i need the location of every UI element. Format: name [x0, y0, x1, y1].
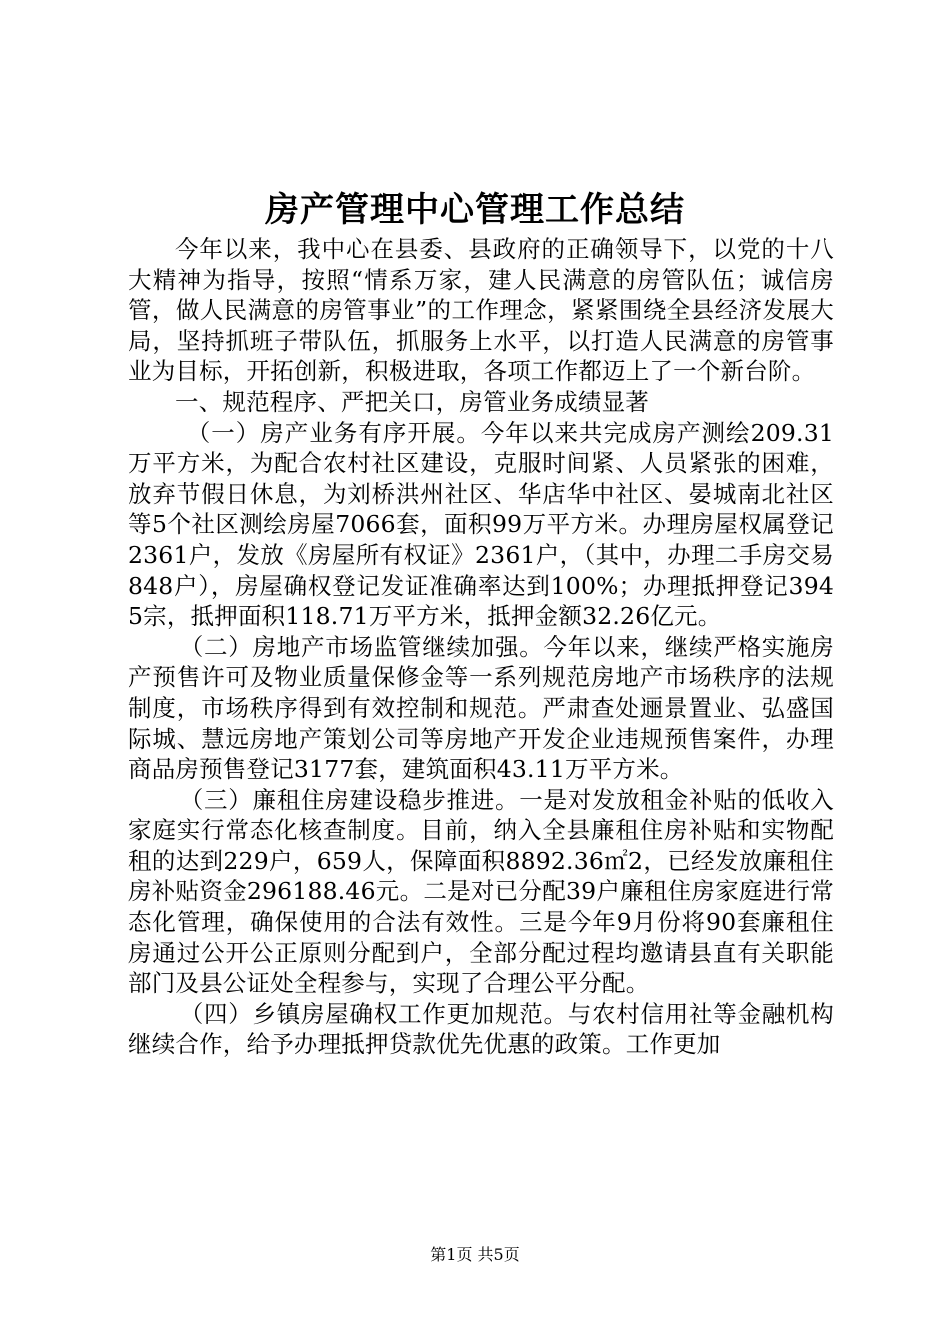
intro-paragraph: 今年以来，我中心在县委、县政府的正确领导下，以党的十八大精神为指导，按照“情系万家，建人民满意的房管队伍；诚信房管，做人民满意的房管事业”的工作理念，紧紧围绕全县经济发展大局，坚持抓班子带队伍，抓服务上水平，以打造人民满意的房管事业为目标，开拓创新，积极进取，各项工作都迈上了一个新台阶。 [128, 235, 834, 386]
subsection-paragraph-4: （四）乡镇房屋确权工作更加规范。与农村信用社等金融机构继续合作，给予办理抵押贷款优先优惠的政策。工作更加 [128, 999, 834, 1059]
subsection-paragraph-3: （三）廉租住房建设稳步推进。一是对发放租金补贴的低收入家庭实行常态化核查制度。目前，纳入全县廉租住房补贴和实物配租的达到229户，659人，保障面积8892.36㎡2，已经发放廉租住房补贴资金296188.46元。二是对已分配39户廉租住房家庭进行常态化管理，确保使用的合法有效性。三是今年9月份将90套廉租住房通过公开公正原则分配到户，全部分配过程均邀请县直有关职能部门及县公证处全程参与，实现了合理公平分配。 [128, 785, 834, 998]
section-heading-1: 一、规范程序、严把关口，房管业务成绩显著 [175, 387, 649, 416]
page-number-footer: 第1页 共5页 [430, 1245, 520, 1264]
document-title: 房产管理中心管理工作总结 [265, 190, 685, 230]
subsection-paragraph-2: （二）房地产市场监管继续加强。今年以来，继续严格实施房产预售许可及物业质量保修金等一系列规范房地产市场秩序的法规制度，市场秩序得到有效控制和规范。严肃查处逦景置业、弘盛国际城、慧远房地产策划公司等房地产开发企业违规预售案件，办理商品房预售登记3177套，建筑面积43.11万平方米。 [128, 632, 834, 784]
subsection-paragraph-1: （一）房产业务有序开展。今年以来共完成房产测绘209.31万平方米，为配合农村社区建设，克服时间紧、人员紧张的困难，放弃节假日休息，为刘桥洪州社区、华店华中社区、晏城南北社区等5个社区测绘房屋7066套，面积99万平方米。办理房屋权属登记2361户，发放《房屋所有权证》2361户，（其中，办理二手房交易848户），房屋确权登记发证准确率达到100%；办理抵押登记3945宗，抵押面积118.71万平方米，抵押金额32.26亿元。 [128, 418, 834, 631]
document-body [128, 234, 834, 1060]
